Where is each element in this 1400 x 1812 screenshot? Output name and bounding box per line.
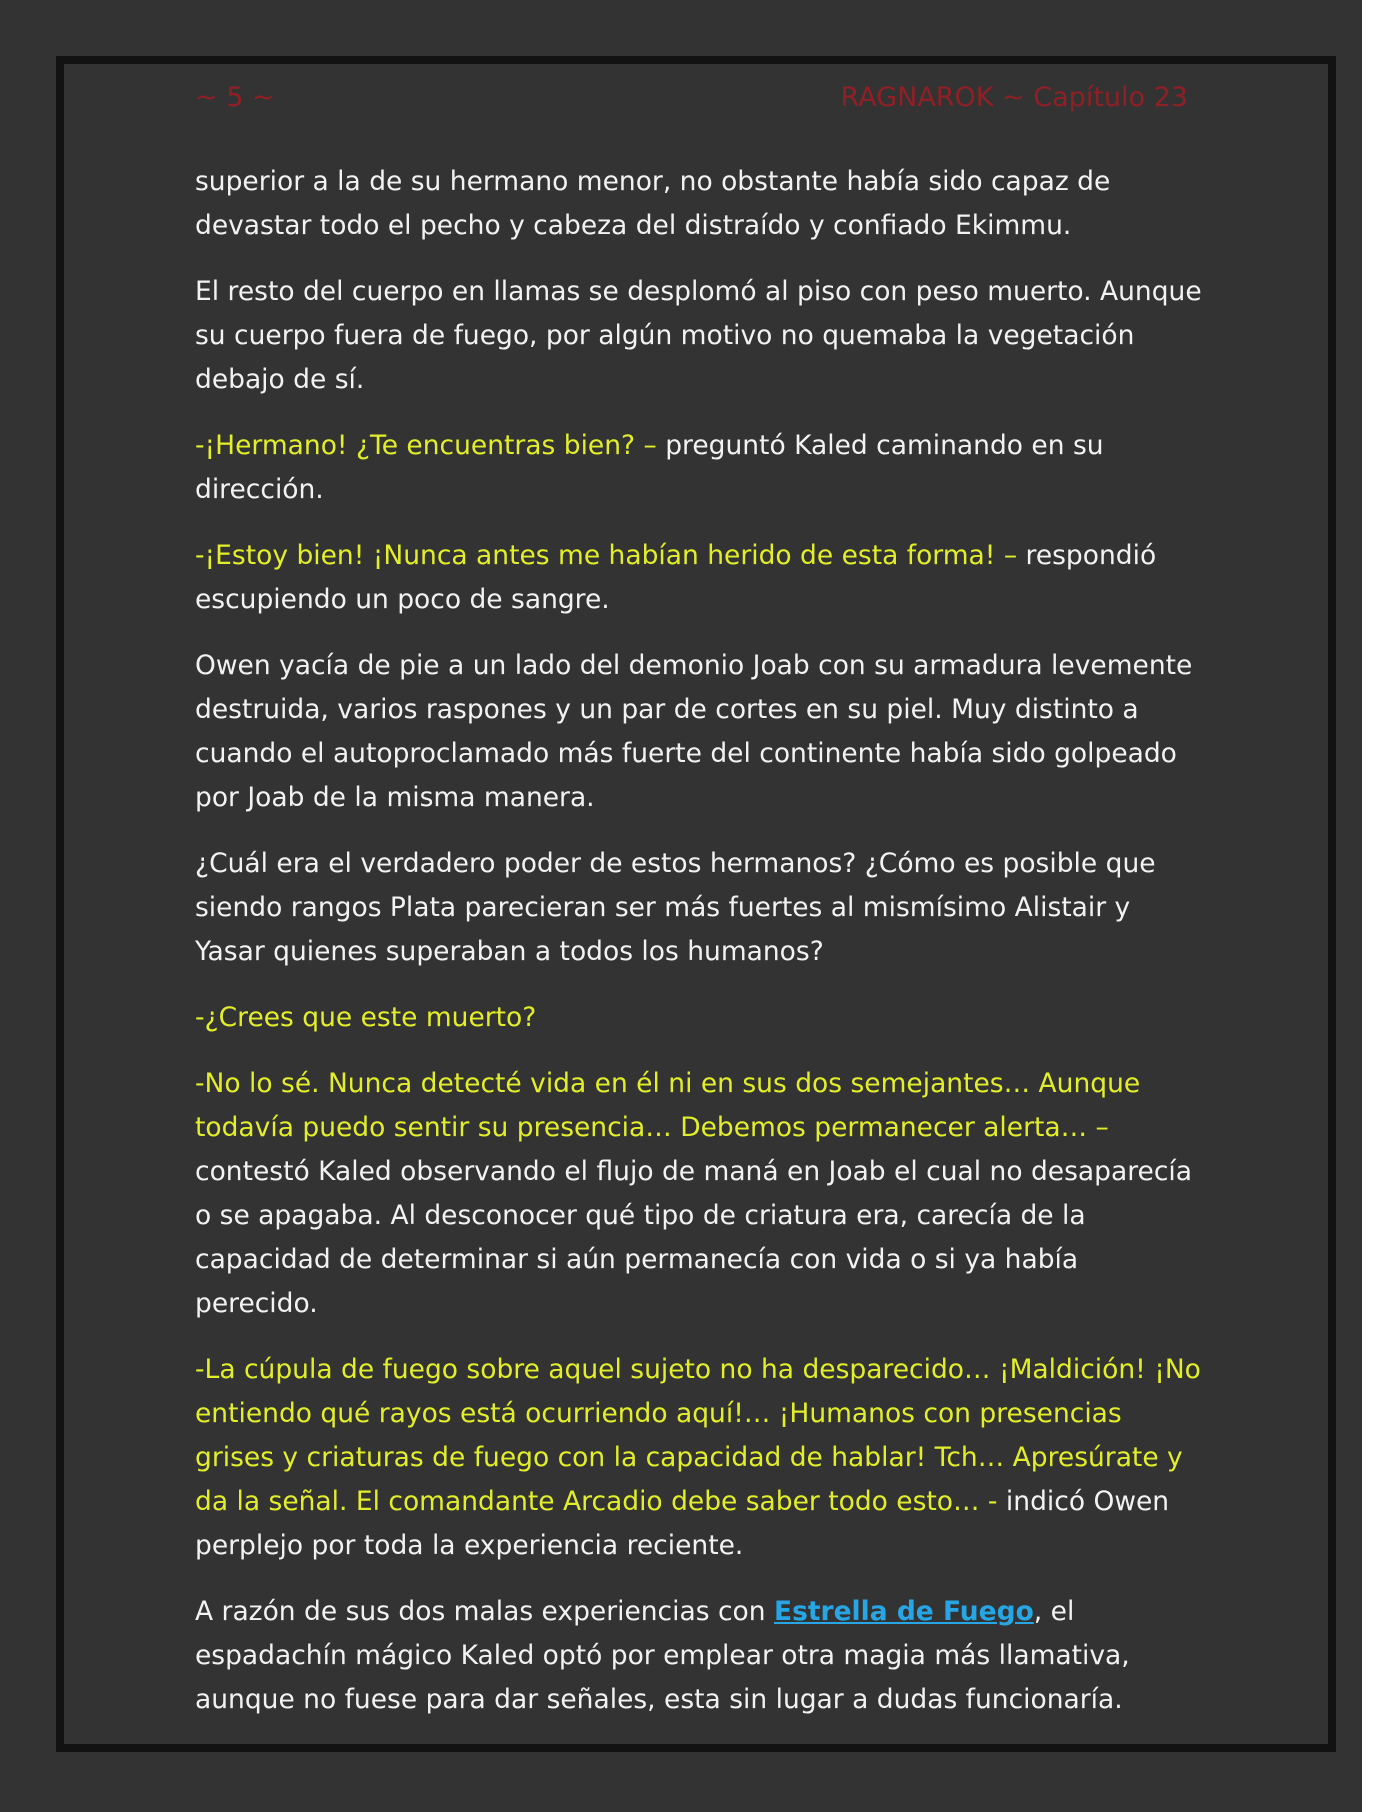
spell-name: Estrella de Fuego [773,1596,1034,1627]
narration-text: contestó Kaled observando el flujo de maná en Joab el cual no desaparecía o se apagaba. Al desconocer qué tipo de criatura era, carecía de la capacidad de determinar si aún permanecía con vida o si ya había perecido. [195,1156,1192,1319]
paragraph [195,424,1205,512]
paragraph [195,996,1205,1040]
narration-text: El resto del cuerpo en llamas se desplomó al piso con peso muerto. Aunque su cuerpo fuera de fuego, por algún motivo no quemaba la vegetación debajo de sí. [195,276,1202,395]
paragraph [195,1590,1205,1722]
dialogue-text: -La cúpula de fuego sobre aquel sujeto no ha desparecido… ¡Maldición! ¡No entiendo qué rayos está ocurriendo aquí!… ¡Humanos con presencias grises y criaturas de fuego con la capacidad de hablar! Tch… Apresúrate y da la señal. El comandante Arcadio debe saber todo esto… - [195,1354,1201,1517]
narration-text: Owen yacía de pie a un lado del demonio Joab con su armadura levemente destruida, varios raspones y un par de cortes en su piel. Muy distinto a cuando el autoproclamado más fuerte del continente había sido golpeado por Joab de la misma manera. [195,650,1193,813]
narration-text: , el espadachín mágico Kaled optó por emplear otra magia más llamativa, aunque no fuese para dar señales, esta sin lugar a dudas funcionaría. [195,1596,1130,1715]
dialogue-text: -No lo sé. Nunca detecté vida en él ni en sus dos semejantes… Aunque todavía puedo sentir su presencia… Debemos permanecer alerta… – [195,1068,1141,1143]
narration-text: A razón de sus dos malas experiencias con [195,1596,774,1627]
paragraph [195,1348,1205,1568]
paragraph [195,270,1205,402]
running-title: RAGNAROK ~ Capítulo 23 [840,82,1188,113]
page-number: ~ 5 ~ [195,82,275,113]
paragraph [195,160,1205,248]
narration-text: preguntó Kaled caminando en su dirección. [195,430,1104,505]
paragraph [195,842,1205,974]
chapter-text [195,160,1205,1744]
paragraph [195,534,1205,622]
dialogue-text: -¡Hermano! ¿Te encuentras bien? – [195,430,657,461]
narration-text: superior a la de su hermano menor, no obstante había sido capaz de devastar todo el pecho y cabeza del distraído y confiado Ekimmu. [195,166,1111,241]
narration-text: ¿Cuál era el verdadero poder de estos hermanos? ¿Cómo es posible que siendo rangos Plata parecieran ser más fuertes al mismísimo Alistair y Yasar quienes superaban a todos los humanos? [195,848,1156,967]
dialogue-text: -¡Estoy bien! ¡Nunca antes me habían herido de esta forma! – [195,540,1018,571]
dialogue-text: -¿Crees que este muerto? [195,1002,537,1033]
narration-text: respondió escupiendo un poco de sangre. [195,540,1157,615]
paragraph [195,1062,1205,1326]
page-header [195,82,1188,122]
narration-text: indicó Owen perplejo por toda la experiencia reciente. [195,1486,1170,1561]
paragraph [195,644,1205,820]
